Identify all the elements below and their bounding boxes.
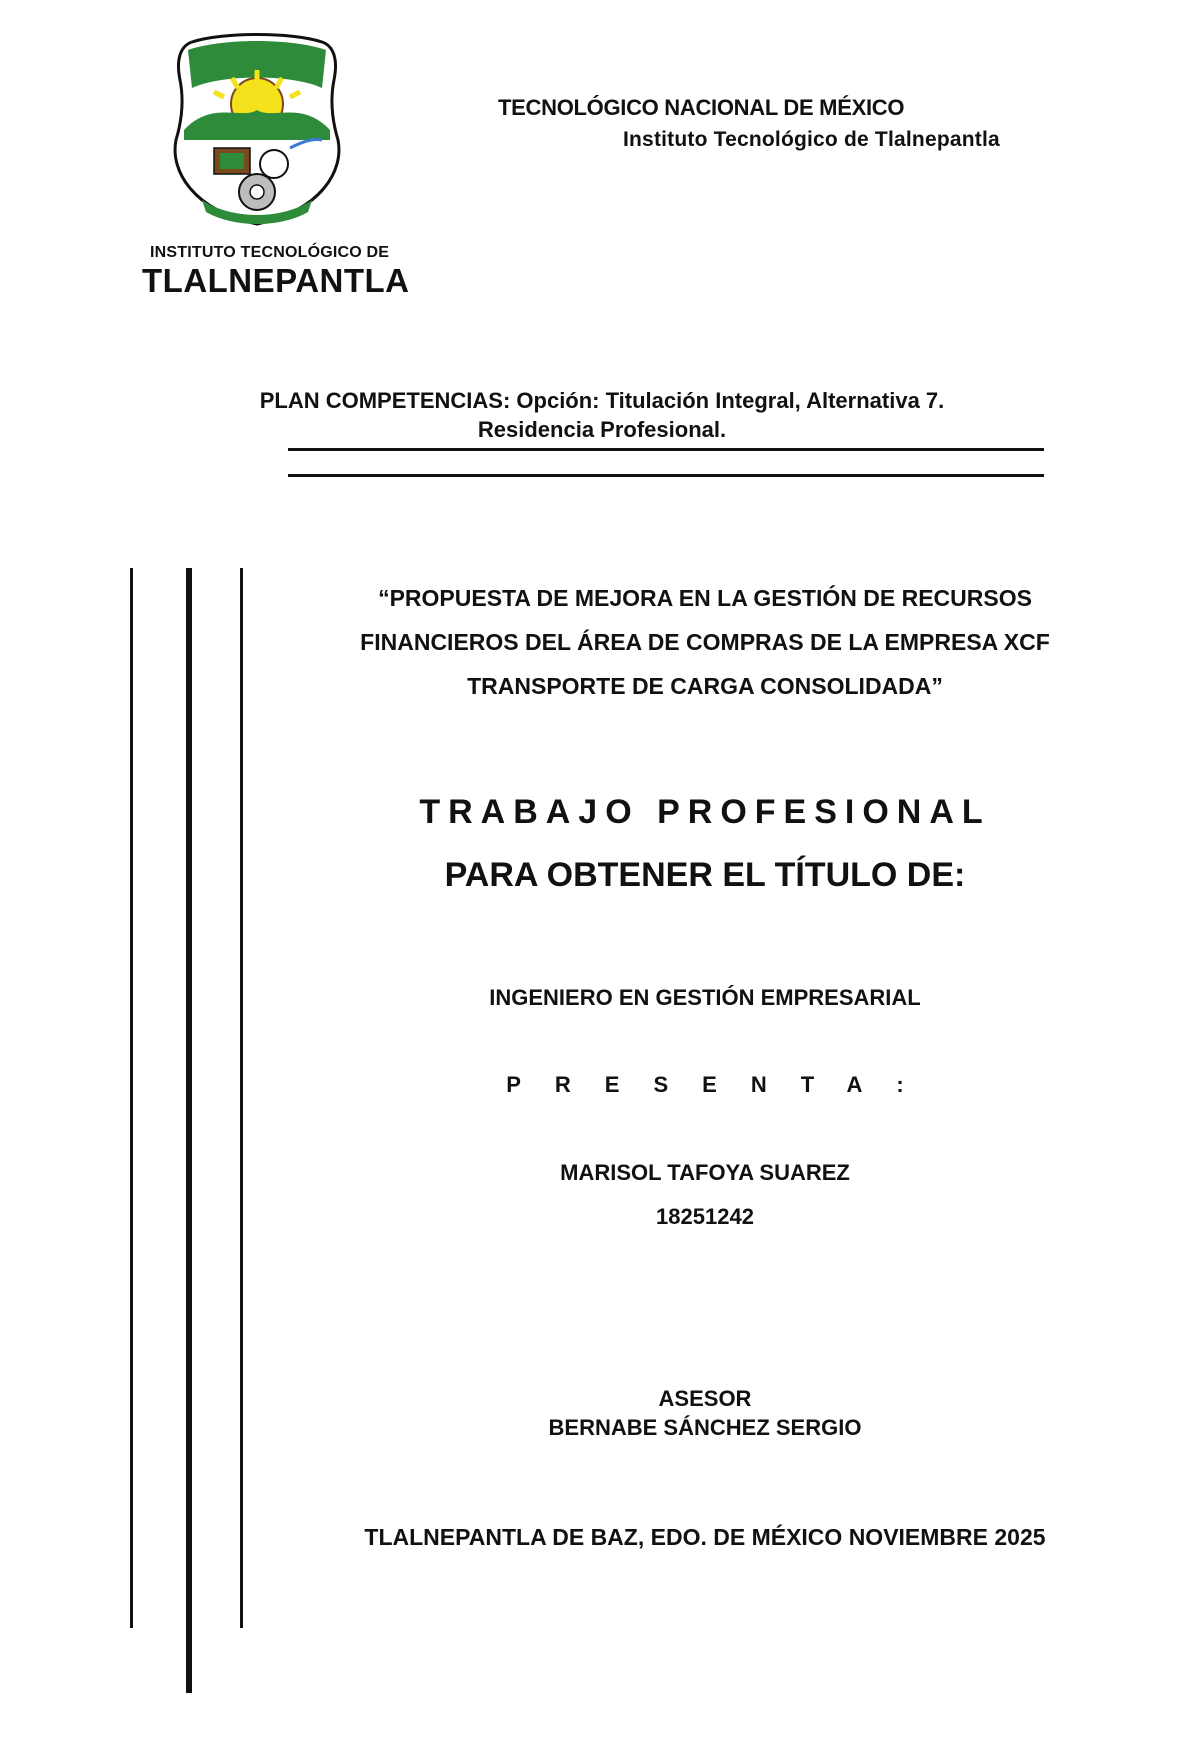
presenta-label: PRESENTA:	[506, 1072, 938, 1097]
horizontal-rule-top	[288, 448, 1044, 451]
thesis-title: “PROPUESTA DE MEJORA EN LA GESTIÓN DE RECURSOS FINANCIEROS DEL ÁREA DE COMPRAS DE LA EMPRESA XCF TRANSPORTE DE CARGA CONSOLIDADA”	[360, 585, 1050, 699]
plan-line-1: PLAN COMPETENCIAS: Opción: Titulación Integral, Alternativa 7.	[259, 388, 945, 413]
header-subtitle: Instituto Tecnológico de Tlalnepantla	[623, 128, 1000, 151]
vertical-bar-left	[130, 568, 133, 1628]
advisor-label: ASESOR	[658, 1386, 752, 1411]
vertical-bar-middle	[186, 568, 192, 1693]
advisor-name: BERNABE SÁNCHEZ SERGIO	[548, 1415, 862, 1440]
document-purpose: PARA OBTENER EL TÍTULO DE:	[444, 856, 966, 894]
plan-line-2: Residencia Profesional.	[477, 417, 727, 442]
degree: INGENIERO EN GESTIÓN EMPRESARIAL	[489, 985, 921, 1010]
place-date: TLALNEPANTLA DE BAZ, EDO. DE MÉXICO NOVIEMBRE 2025	[364, 1524, 1046, 1550]
document-type: TRABAJO PROFESIONAL	[419, 793, 991, 831]
author-id: 18251242	[656, 1204, 754, 1229]
logo-caption-main: TLALNEPANTLA	[142, 262, 410, 299]
vertical-bar-right	[240, 568, 243, 1628]
institute-logo	[162, 30, 352, 230]
author-name: MARISOL TAFOYA SUAREZ	[560, 1160, 850, 1185]
logo-caption-top: INSTITUTO TECNOLÓGICO DE	[150, 244, 390, 261]
header-title: TECNOLÓGICO NACIONAL DE MÉXICO	[498, 95, 905, 120]
institute-seal-icon	[162, 30, 352, 230]
horizontal-rule-bottom	[288, 474, 1044, 477]
